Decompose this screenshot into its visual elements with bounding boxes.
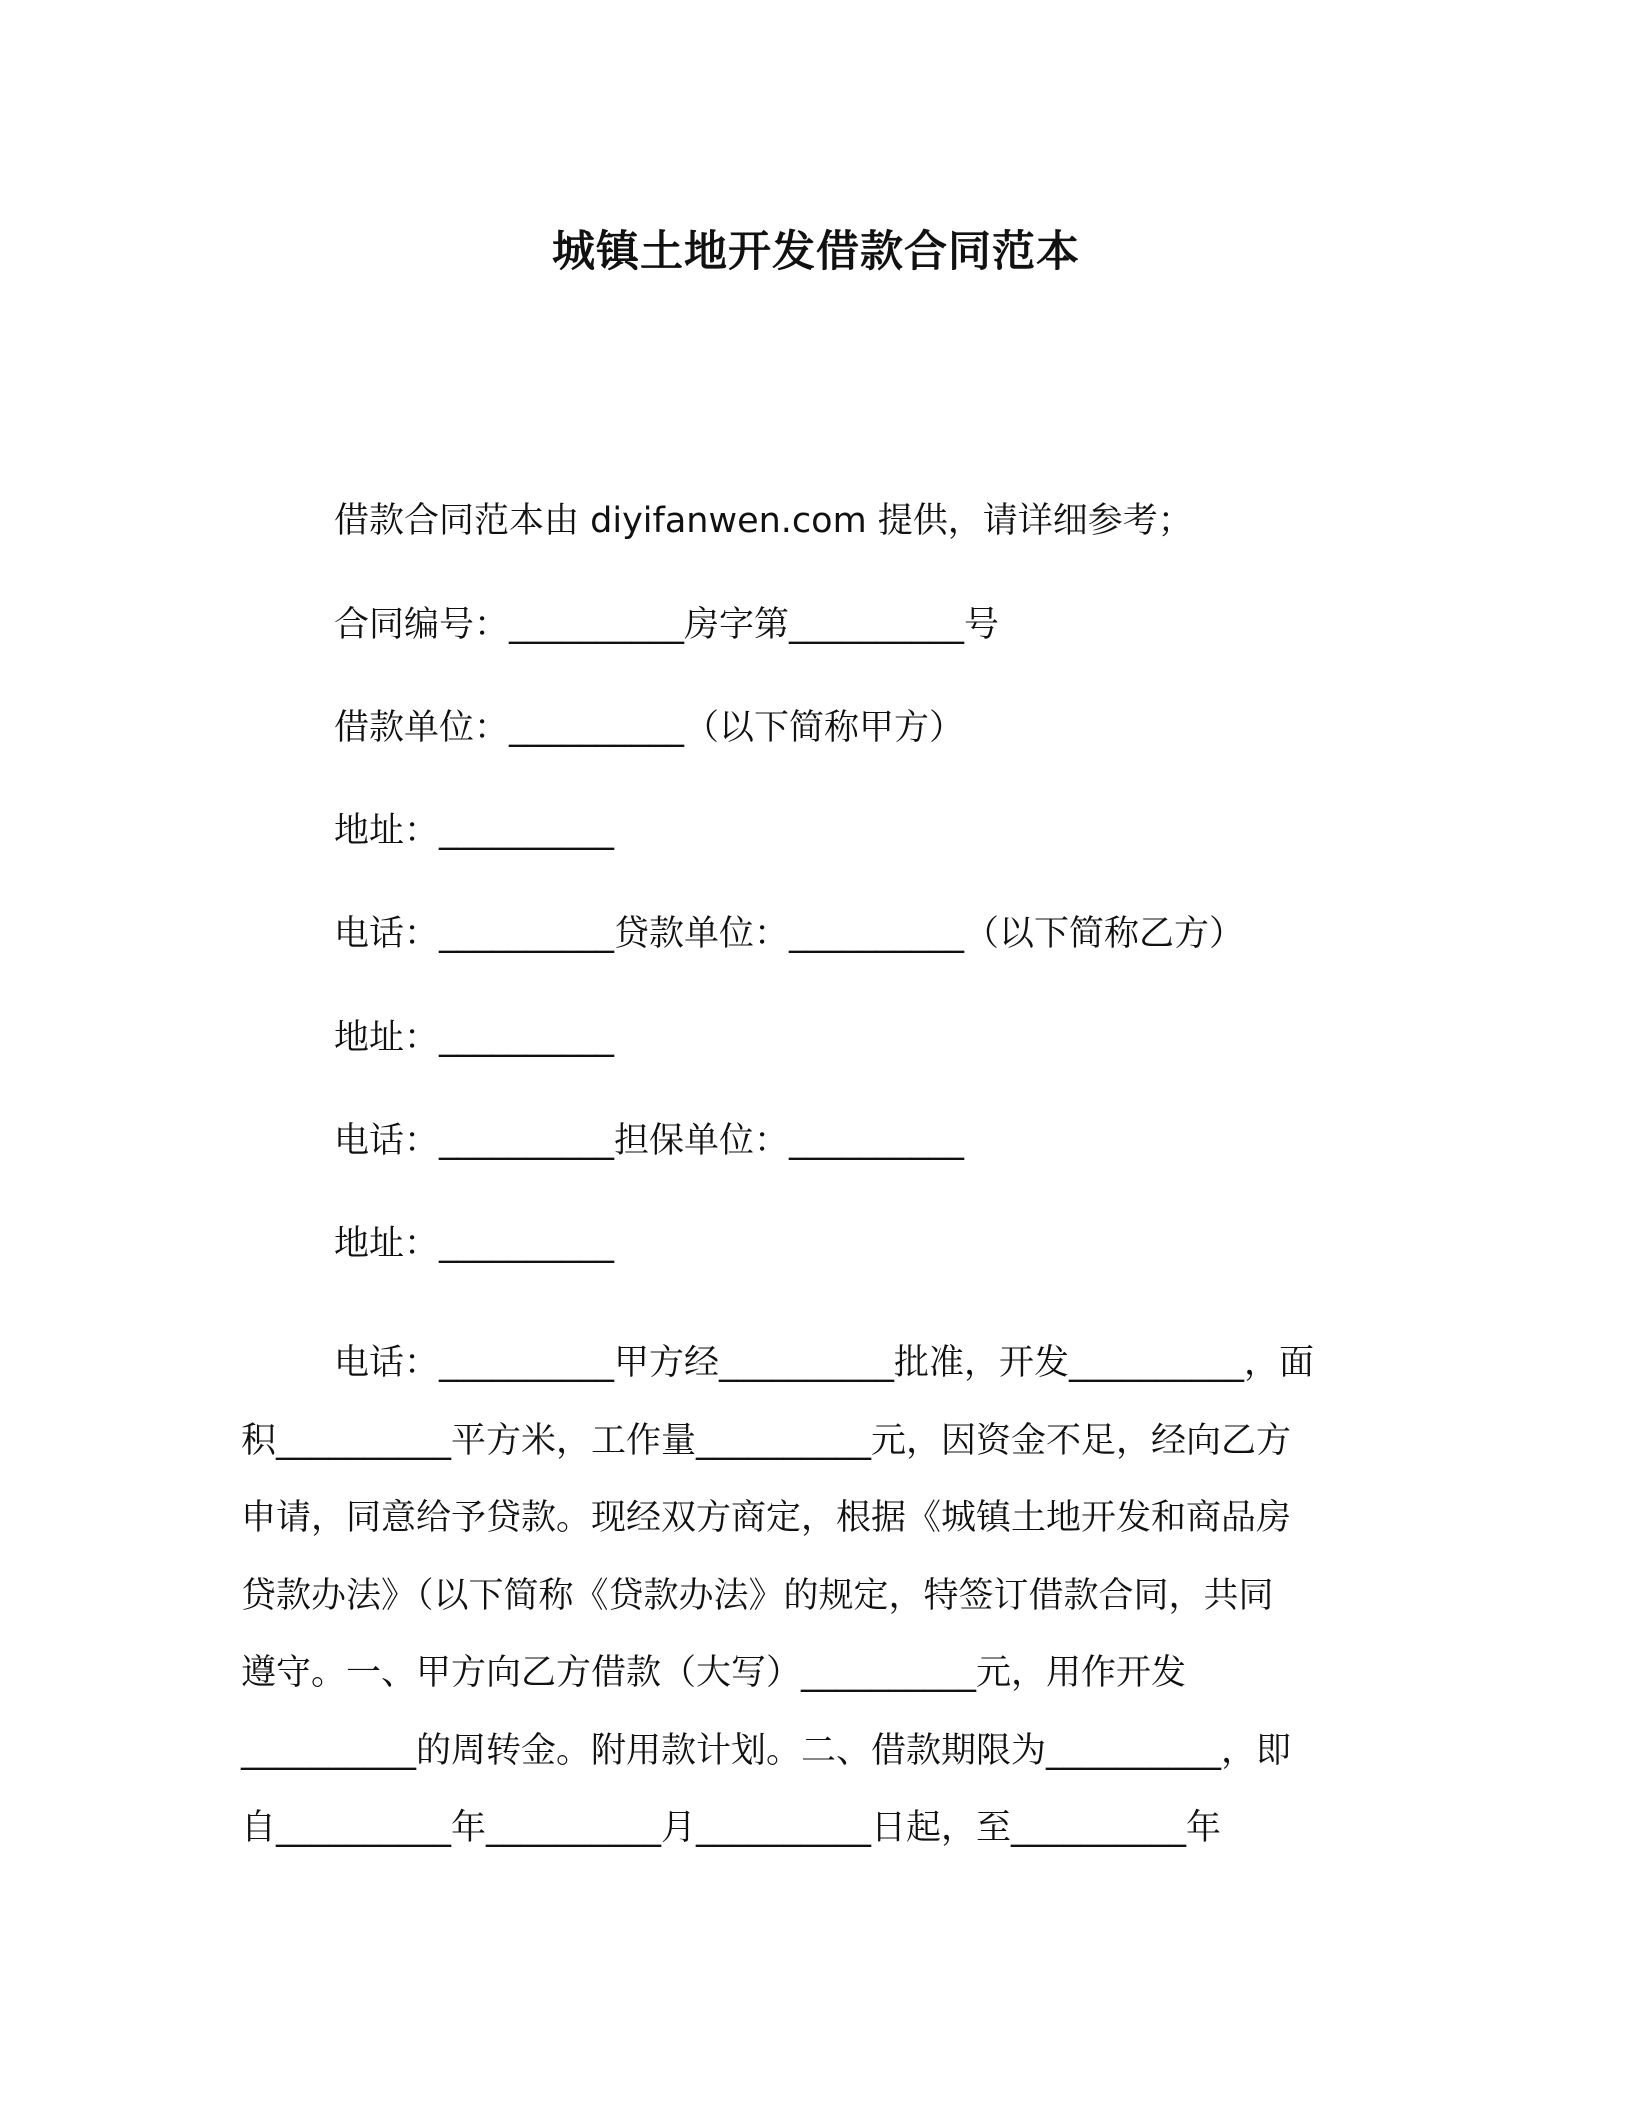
borrower-address-line: 地址：__________: [334, 811, 615, 851]
contract-number-line: 合同编号：__________房字第__________号: [334, 605, 1000, 645]
lender-address-line: 地址：__________: [334, 1018, 615, 1058]
body-line: 贷款办法》（以下简称《贷款办法》的规定，特签订借款合同，共同: [241, 1575, 1274, 1616]
borrower-line: 借款单位：__________（以下简称甲方）: [334, 708, 965, 748]
document-title: 城镇土地开发借款合同范本: [552, 227, 1080, 277]
body-line: 申请，同意给予贷款。现经双方商定，根据《城镇土地开发和商品房: [241, 1498, 1292, 1538]
body-line: 电话：__________甲方经__________批准，开发__________，面: [334, 1343, 1315, 1383]
body-line: 遵守。一、甲方向乙方借款（大写）__________元，用作开发: [241, 1653, 1187, 1693]
intro-line: 借款合同范本由 diyifanwen.com 提供，请详细参考；: [334, 501, 1193, 541]
borrower-phone-lender-line: 电话：__________贷款单位：__________（以下简称乙方）: [334, 914, 1245, 954]
contract-body-paragraph: [241, 1325, 1391, 1868]
body-line: 积__________平方米，工作量__________元，因资金不足，经向乙方: [241, 1420, 1292, 1461]
guarantor-address-line: 地址：__________: [334, 1224, 615, 1264]
body-line: __________的周转金。附用款计划。二、借款期限为__________，即: [241, 1730, 1292, 1771]
body-line: 自__________年__________月__________日起，至__________年: [241, 1808, 1222, 1848]
lender-phone-guarantor-line: 电话：__________担保单位：__________: [334, 1121, 965, 1161]
